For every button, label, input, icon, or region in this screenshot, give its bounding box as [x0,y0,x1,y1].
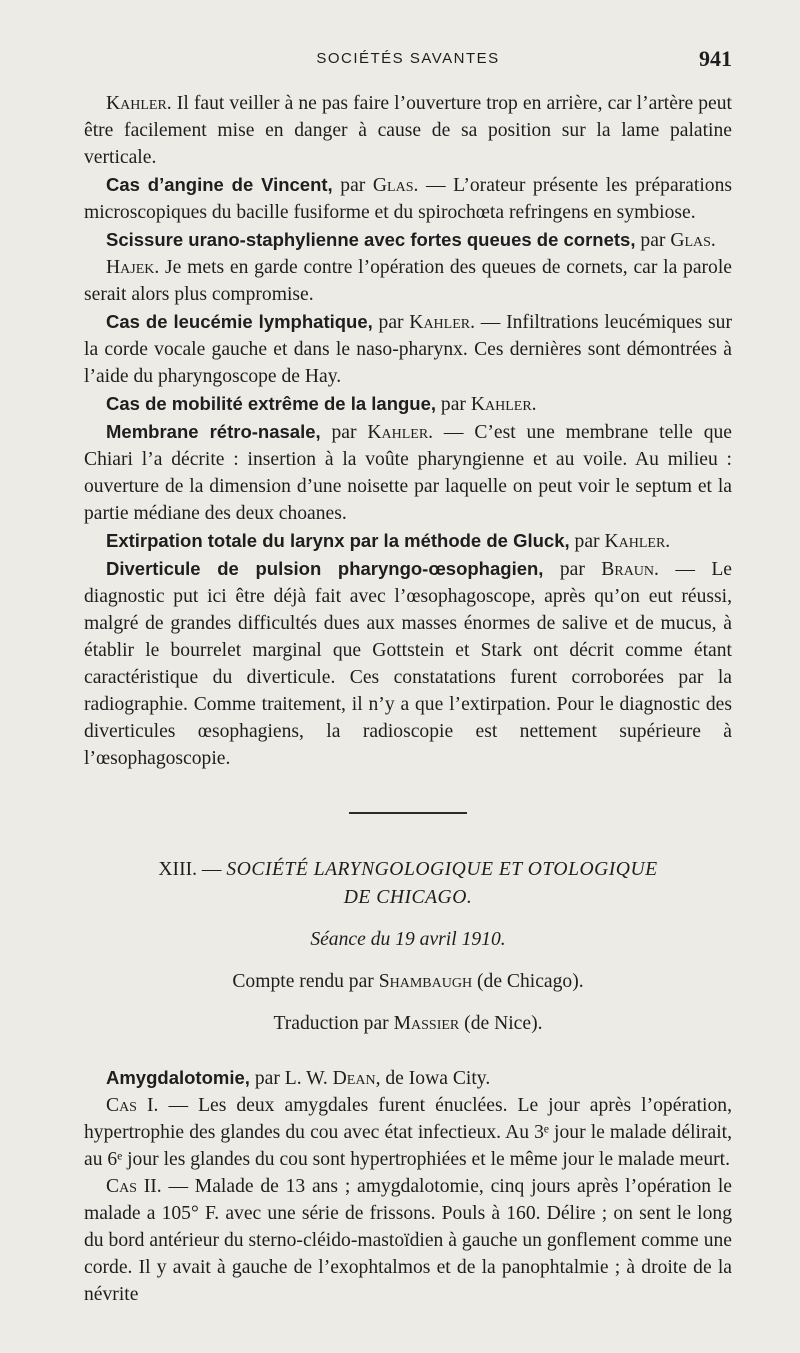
section-divider [349,812,467,814]
translation-prefix: Traduction par [273,1013,394,1034]
paragraph-urano-staphylienne [84,226,732,254]
author: Kahler. [604,531,671,552]
paragraph-leucemie [84,308,732,390]
page-header [84,46,732,80]
by-word: par [372,312,410,333]
case-title: Scissure urano-staphylienne avec fortes queues de cornets, [106,229,636,250]
paragraph-text: — Infiltrations leucémiques sur la corde vocale gauche et dans le naso-pharynx. Ces dernières sont démontrées à l’aide du pharyngoscope de Hay. [84,312,732,387]
spacer [84,1038,732,1064]
author: Glas. [670,230,716,251]
paragraph-text: Il faut veiller à ne pas faire l’ouverture trop en arrière, car l’artère peut être facilement mise en danger à cause de sa position sur la lame palatine verticale. [84,93,732,168]
case-label: Cas II. [106,1176,162,1197]
report-credit [84,968,732,996]
running-head: SOCIÉTÉS SAVANTES [316,50,500,67]
by-word: par [320,422,368,443]
case-title: Extirpation totale du larynx par la méthode de Gluck, [106,530,570,551]
author: Kahler. [470,394,537,415]
session-date: Séance du 19 avril 1910. [310,929,506,950]
society-name: SOCIÉTÉ LARYNGOLOGIQUE ET OTOLOGIQUE [226,859,658,880]
paragraph-text: — C’est une membrane telle que Chiari l’a décrite : insertion à la voûte pharyngienne et au voile. Au milieu : ouverture de la dimension d’une noisette par laquelle on peut voir le septum et la partie médiane des deux choanes. [84,422,732,524]
paragraph-vincent-angina [84,171,732,226]
case-label: Cas I. [106,1095,159,1116]
author: L. W. Dean, [284,1068,381,1089]
author: Braun. [601,559,659,580]
case-title: Amygdalotomie, [106,1067,250,1088]
paragraph-mobilite-langue [84,390,732,418]
society-city: DE CHICAGO. [343,887,473,908]
section-title [84,856,732,884]
case-title: Cas de mobilité extrême de la langue, [106,393,437,414]
paragraph-cas-2 [84,1173,732,1308]
author: Glas. [372,175,419,196]
paragraph-text: — Les deux amygdales furent énuclées. Le jour après l’opération, hypertrophie des glandes du cou avec état infectieux. Au 3ᵉ jour le malade délirait, au 6ᵉ jour les glandes du cou sont hypertrophiées et le même jour le malade meurt. [84,1095,732,1170]
paragraph-amygdalotomie [84,1064,732,1092]
paragraph-hajek [84,254,732,308]
author: Kahler. [367,422,434,443]
paragraph-cas-1 [84,1092,732,1173]
section-heading [84,856,732,1038]
paragraph-text: — Malade de 13 ans ; amygdalotomie, cinq jours après l’opération le malade a 105° F. avec une série de frissons. Pouls à 160. Délire ; on sent le long du bord antérieur du sterno-cléido-mastoïdien à gauche un gonflement comme une corde. Il y avait à gauche de l’exophtalmos et de la panophtalmie ; à droite de la névrite [84,1176,732,1305]
by-word: par [332,175,373,196]
paragraph-text: — Le diagnostic put ici être déjà fait avec l’œsophagoscope, après qu’on eut réussi, malgré de grandes difficultés dues aux masses énormes de salive et de mucus, à établir le bourrelet marginal que Gottstein et Stark ont décrit comme étant caractéristique du diverticule. Ces constatations furent corroborées par la radiographie. Comme traitement, il n’y a que l’extirpation. Pour le diagnostic des diverticules œsophagiens, la radioscopie est nettement supérieure à l’œsophagoscopie. [84,559,732,769]
body-text [84,90,732,1308]
paragraph-membrane-retro-nasale [84,418,732,527]
translation-author: Massier [393,1013,460,1034]
author: Hajek. [106,257,160,278]
page-number: 941 [699,46,732,71]
section-number: XIII. — [158,859,227,880]
report-prefix: Compte rendu par [232,971,379,992]
translation-suffix: (de Nice). [459,1013,543,1034]
paragraph-text: de Iowa City. [380,1068,491,1089]
case-title: Cas de leucémie lymphatique, [106,311,373,332]
by-word: par [249,1068,285,1089]
case-title: Membrane rétro-nasale, [106,421,321,442]
report-author: Shambaugh [378,971,473,992]
paragraph-text: Je mets en garde contre l’opération des queues de cornets, car la parole serait alors plus compromise. [84,257,732,305]
paragraph-diverticule [84,555,732,772]
report-suffix: (de Chicago). [472,971,584,992]
paragraph-extirpation-larynx [84,527,732,555]
case-title: Cas d’angine de Vincent, [106,174,333,195]
by-word: par [543,559,602,580]
case-title: Diverticule de pulsion pharyngo-œsophagien, [106,558,544,579]
paragraph-kahler-palatine [84,90,732,171]
author: Kahler. [409,312,476,333]
by-word: par [569,531,605,552]
by-word: par [436,394,471,415]
by-word: par [635,230,671,251]
paragraph-text: — L’orateur présente les préparations microscopiques du bacille fusiforme et du spirochœta refringens en symbiose. [84,175,732,223]
translation-credit [84,1010,732,1038]
author: Kahler. [106,93,172,114]
